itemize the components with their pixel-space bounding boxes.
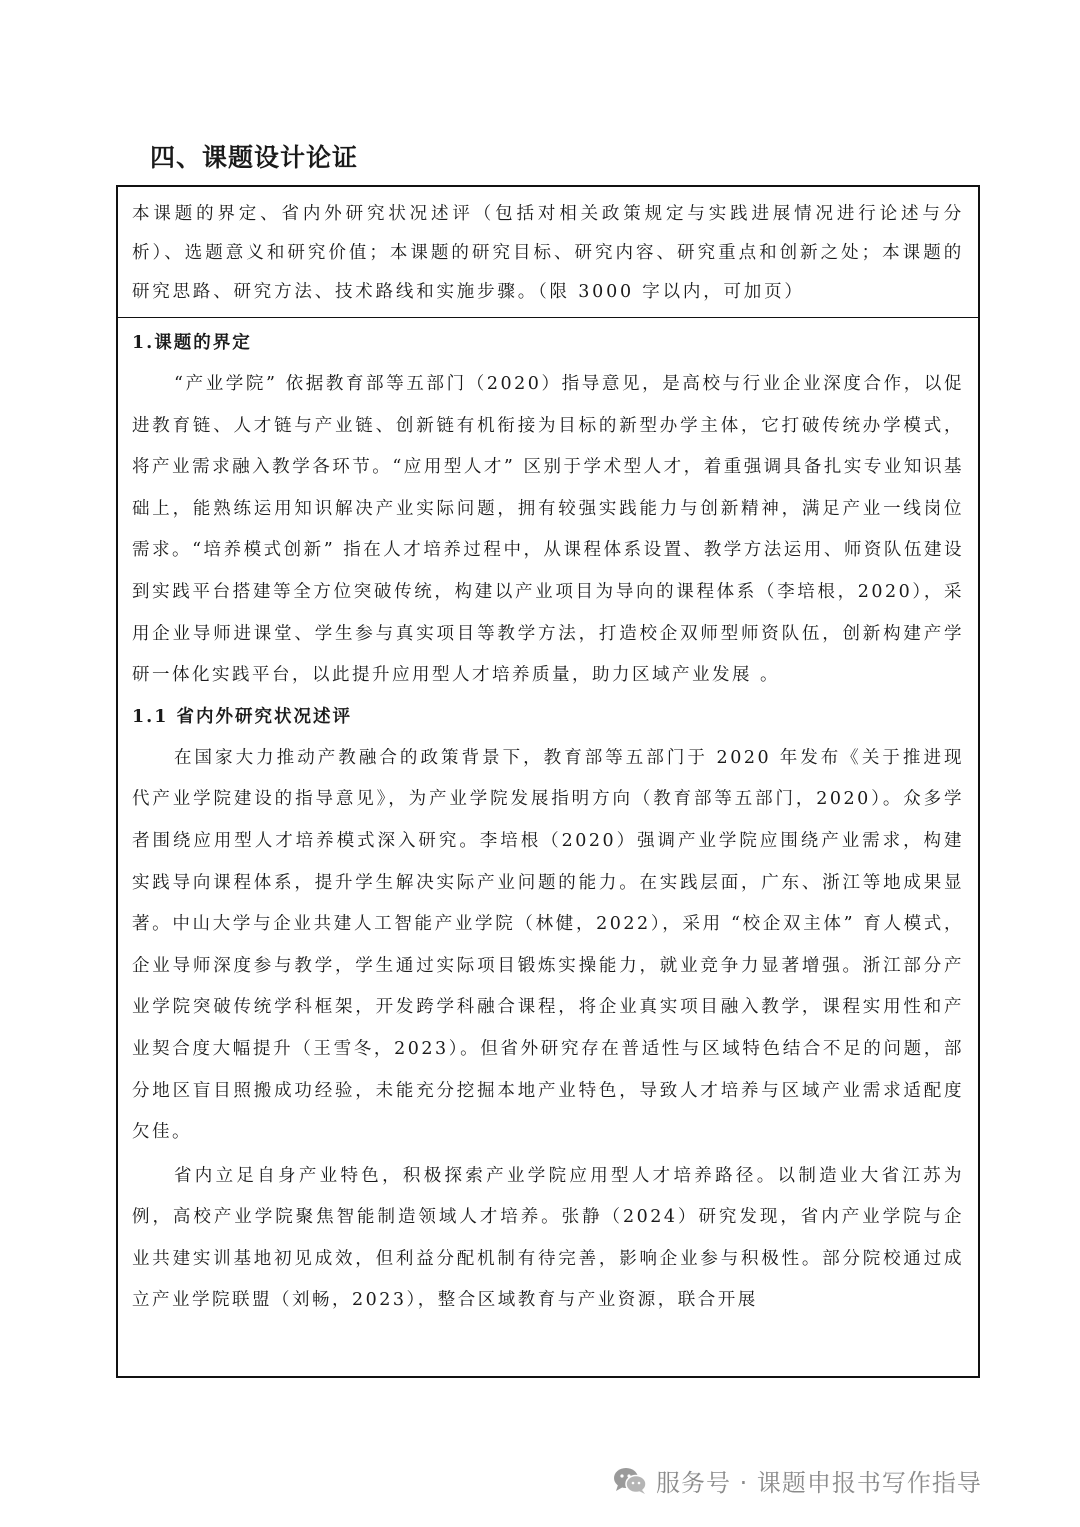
guide-instructions: 本课题的界定、省内外研究状况述评（包括对相关政策规定与实践进展情况进行论述与分析）、选题意义和研究价值；本课题的研究目标、研究内容、研究重点和创新之处；本课题的研究思路、研究方法、技术路线和实施步骤。（限 3000 字以内，可加页） xyxy=(118,187,978,318)
review-paragraph-inside-province: 省内立足自身产业特色，积极探索产业学院应用型人才培养路径。以制造业大省江苏为例，高校产业学院聚焦智能制造领域人才培养。张静（2024）研究发现，省内产业学院与企业共建实训基地初见成效，但利益分配机制有待完善，影响企业参与积极性。部分院校通过成立产业学院联盟（刘畅，2023），整合区域教育与产业资源，联合开展 xyxy=(132,1165,964,1311)
wechat-icon xyxy=(612,1466,648,1496)
watermark-text: 服务号 · 课题申报书写作指导 xyxy=(656,1469,982,1497)
watermark xyxy=(612,1463,982,1498)
section-heading: 四、课题设计论证 xyxy=(150,143,359,172)
review-paragraph-outside-province: 在国家大力推动产教融合的政策背景下，教育部等五部门于 2020 年发布《关于推进现代产业学院建设的指导意见》，为产业学院发展指明方向（教育部等五部门，2020）。众多学者围绕应用型人才培养模式深入研究。李培根（2020）强调产业学院应围绕产业需求，构建实践导向课程体系，提升学生解决实际产业问题的能力。在实践层面，广东、浙江等地成果显著。中山大学与企业共建人工智能产业学院（林健，2022），采用 “校企双主体” 育人模式，企业导师深度参与教学，学生通过实际项目锻炼实操能力，就业竞争力显著增强。浙江部分产业学院突破传统学科框架，开发跨学科融合课程，将企业真实项目融入教学，课程实用性和产业契合度大幅提升（王雪冬，2023）。但省外研究存在普适性与区域特色结合不足的问题，部分地区盲目照搬成功经验，未能充分挖掘本地产业特色，导致人才培养与区域产业需求适配度欠佳。 xyxy=(132,747,964,1143)
subsection-title-review: 1.1 省内外研究状况述评 xyxy=(132,706,353,727)
design-argument-table xyxy=(116,185,980,1378)
content-cell xyxy=(118,318,978,1322)
subsection-title-definition: 1.课题的界定 xyxy=(132,333,252,353)
definition-paragraph: “产业学院” 依据教育部等五部门（2020）指导意见，是高校与行业企业深度合作，以促进教育链、人才链与产业链、创新链有机衔接为目标的新型办学主体，它打破传统办学模式，将产业需求融入教学各环节。“应用型人才” 区别于学术型人才，着重强调具备扎实专业知识基础上，能熟练运用知识解决产业实际问题，拥有较强实践能力与创新精神，满足产业一线岗位需求。“培养模式创新” 指在人才培养过程中，从课程体系设置、教学方法运用、师资队伍建设到实践平台搭建等全方位突破传统，构建以产业项目为导向的课程体系（李培根，2020），采用企业导师进课堂、学生参与真实项目等教学方法，打造校企双师型师资队伍，创新构建产学研一体化实践平台，以此提升应用型人才培养质量，助力区域产业发展 。 xyxy=(132,374,964,686)
